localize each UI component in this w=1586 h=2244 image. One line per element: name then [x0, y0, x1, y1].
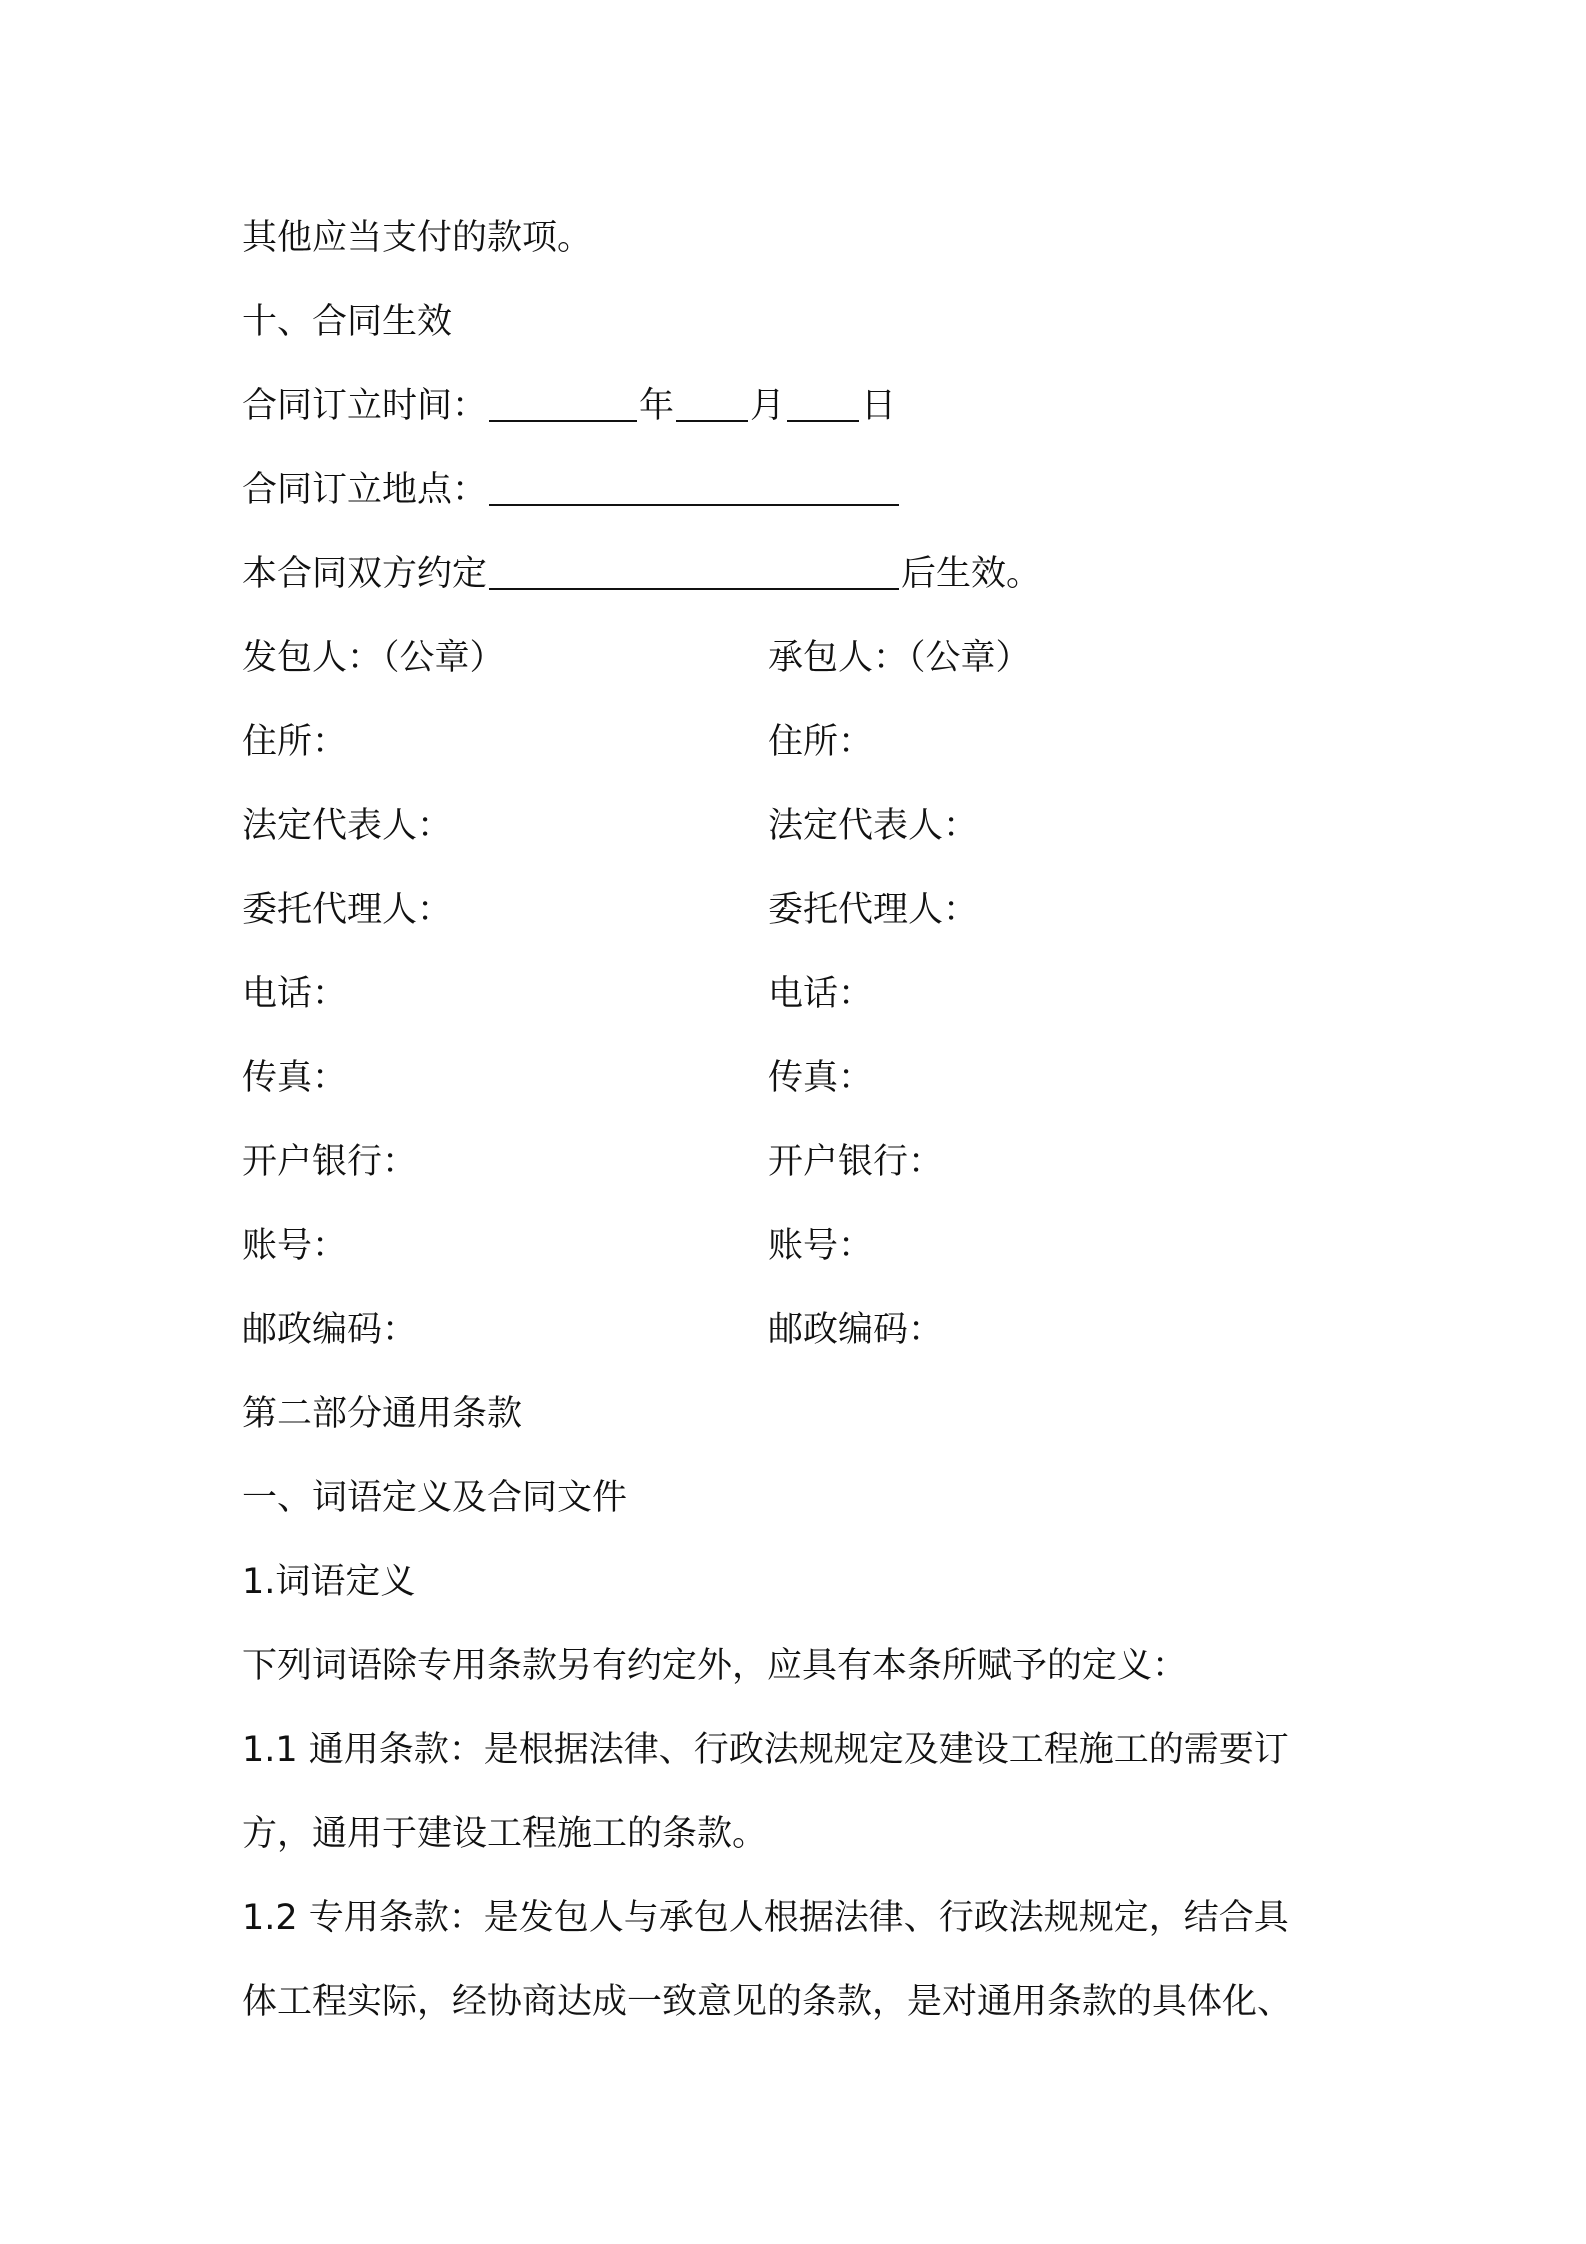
- party-row: [242, 616, 1362, 700]
- section-10-title: [242, 280, 1362, 364]
- sign-place-blank[interactable]: [489, 466, 899, 506]
- party-row: [242, 1120, 1362, 1204]
- day-blank[interactable]: [787, 382, 859, 422]
- contractor-field: 账号：: [768, 1226, 874, 1266]
- employer-field: 邮政编码：: [242, 1310, 418, 1350]
- definition-1-2-line-1: [242, 1876, 1362, 1960]
- year-label: 年: [639, 386, 675, 426]
- part-2-title-text: 第二部分通用条款: [242, 1394, 523, 1434]
- party-row: [242, 1204, 1362, 1288]
- effective-condition-blank[interactable]: [489, 550, 899, 590]
- contractor-field: 开户银行：: [768, 1142, 944, 1182]
- definition-1-2-text-1: 1.2 专用条款：是发包人与承包人根据法律、行政法规规定，结合具: [242, 1898, 1289, 1938]
- employer-field: 法定代表人：: [242, 806, 453, 846]
- payment-tail-line: [242, 196, 1362, 280]
- party-row: [242, 868, 1362, 952]
- effective-suffix: 后生效。: [901, 554, 1042, 594]
- employer-field: 住所：: [242, 722, 348, 762]
- subsection-1-title-text: 1.词语定义: [242, 1562, 416, 1602]
- definition-1-1-text-1: 1.1 通用条款：是根据法律、行政法规规定及建设工程施工的需要订: [242, 1730, 1289, 1770]
- sign-place-label: 合同订立地点：: [242, 470, 488, 510]
- party-row: [242, 952, 1362, 1036]
- party-row: [242, 1036, 1362, 1120]
- sign-place-line: [242, 448, 1362, 532]
- contractor-field: 法定代表人：: [768, 806, 979, 846]
- document-page: [242, 196, 1362, 2044]
- contractor-field: 传真：: [768, 1058, 874, 1098]
- definition-1-1-line-2: [242, 1792, 1362, 1876]
- sign-time-line: [242, 364, 1362, 448]
- employer-field: 发包人：（公章）: [242, 638, 505, 678]
- contractor-field: 电话：: [768, 974, 874, 1014]
- definitions-intro-text: 下列词语除专用条款另有约定外，应具有本条所赋予的定义：: [242, 1646, 1188, 1686]
- definition-1-2-text-2: 体工程实际，经协商达成一致意见的条款，是对通用条款的具体化、: [242, 1982, 1293, 2022]
- payment-tail-text: 其他应当支付的款项。: [242, 218, 593, 258]
- party-row: [242, 1288, 1362, 1372]
- month-label: 月: [750, 386, 786, 426]
- month-blank[interactable]: [676, 382, 748, 422]
- year-blank[interactable]: [489, 382, 637, 422]
- party-row: [242, 784, 1362, 868]
- definitions-intro: [242, 1624, 1362, 1708]
- contractor-field: 住所：: [768, 722, 874, 762]
- effective-condition-line: [242, 532, 1362, 616]
- employer-field: 开户银行：: [242, 1142, 418, 1182]
- contractor-field: 邮政编码：: [768, 1310, 944, 1350]
- section-1-title: [242, 1456, 1362, 1540]
- employer-field: 委托代理人：: [242, 890, 453, 930]
- subsection-1-title: [242, 1540, 1362, 1624]
- party-row: [242, 700, 1362, 784]
- employer-field: 电话：: [242, 974, 348, 1014]
- contractor-field: 承包人：（公章）: [768, 638, 1031, 678]
- day-label: 日: [861, 386, 897, 426]
- contractor-field: 委托代理人：: [768, 890, 979, 930]
- employer-field: 账号：: [242, 1226, 348, 1266]
- definition-1-2-line-2: [242, 1960, 1362, 2044]
- effective-prefix: 本合同双方约定: [242, 554, 488, 594]
- definition-1-1-text-2: 方，通用于建设工程施工的条款。: [242, 1814, 768, 1854]
- section-10-title-text: 十、合同生效: [242, 302, 453, 342]
- section-1-title-text: 一、词语定义及合同文件: [242, 1478, 628, 1518]
- part-2-title: [242, 1372, 1362, 1456]
- definition-1-1-line-1: [242, 1708, 1362, 1792]
- employer-field: 传真：: [242, 1058, 348, 1098]
- sign-time-label: 合同订立时间：: [242, 386, 488, 426]
